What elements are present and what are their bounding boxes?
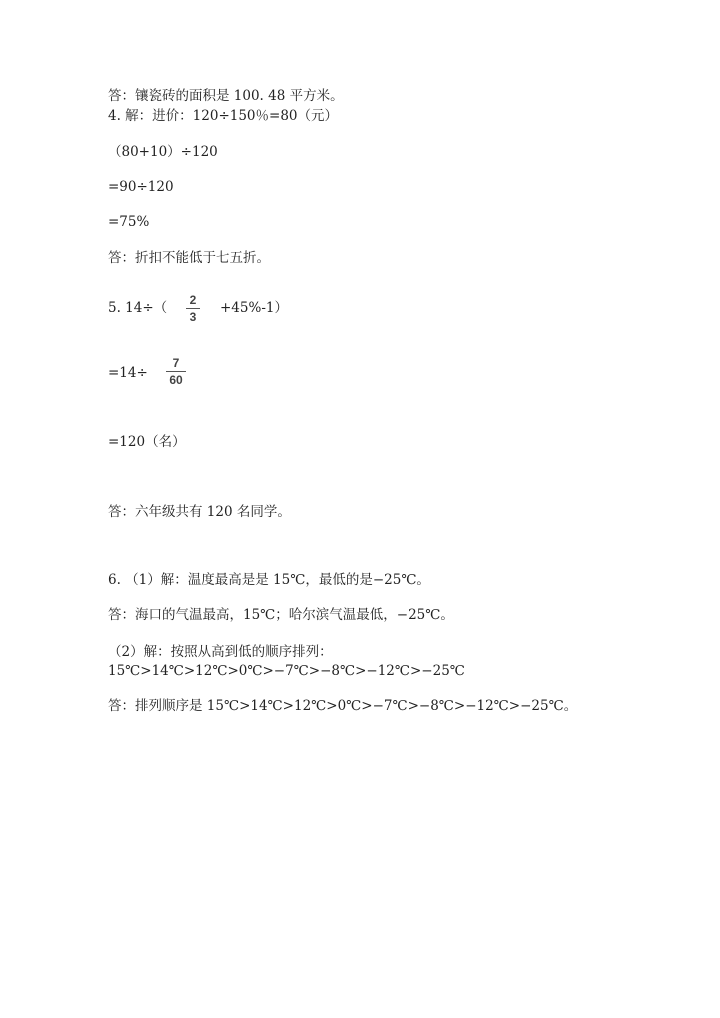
answer-students: 答：六年级共有 120 名同学。 bbox=[108, 504, 291, 520]
fraction-denominator: 3 bbox=[189, 310, 197, 324]
fraction-seven-sixtieths bbox=[166, 356, 186, 387]
problem-4-step-2: =90÷120 bbox=[108, 179, 174, 195]
fraction-bar bbox=[166, 371, 186, 372]
problem-5-expression-prefix: 5. 14÷（ bbox=[108, 300, 168, 316]
problem-4-step-3: =75% bbox=[108, 214, 150, 230]
problem-5-result: =120（名） bbox=[108, 434, 186, 450]
answer-temperature-order: 答：排列顺序是 15℃>14℃>12℃>0℃>−7℃>−8℃>−12℃>−25℃。 bbox=[108, 698, 578, 714]
fraction-denominator: 60 bbox=[169, 373, 183, 387]
problem-4-step-1: （80+10）÷120 bbox=[108, 144, 218, 160]
answer-temperature-extremes: 答：海口的气温最高，15℃；哈尔滨气温最低，−25℃。 bbox=[108, 607, 454, 623]
answer-tile-area: 答：镶瓷砖的面积是 100. 48 平方米。 bbox=[108, 88, 344, 104]
fraction-numerator: 2 bbox=[189, 293, 197, 307]
problem-5-expression-suffix: +45%-1） bbox=[220, 300, 288, 316]
problem-6-part-1: 6. （1）解：温度最高是是 15℃，最低的是−25℃。 bbox=[108, 572, 430, 588]
fraction-two-thirds bbox=[186, 293, 200, 324]
fraction-bar bbox=[186, 308, 200, 309]
answer-discount: 答：折扣不能低于七五折。 bbox=[108, 250, 270, 266]
problem-6-part-2: （2）解：按照从高到低的顺序排列：15℃>14℃>12℃>0℃>−7℃>−8℃>−12℃>−25℃ bbox=[108, 644, 465, 679]
problem-4-cost-price: 4. 解：进价：120÷150％=80（元） bbox=[108, 108, 339, 124]
fraction-numerator: 7 bbox=[172, 356, 180, 370]
problem-5-step-1-prefix: =14÷ bbox=[108, 365, 148, 381]
